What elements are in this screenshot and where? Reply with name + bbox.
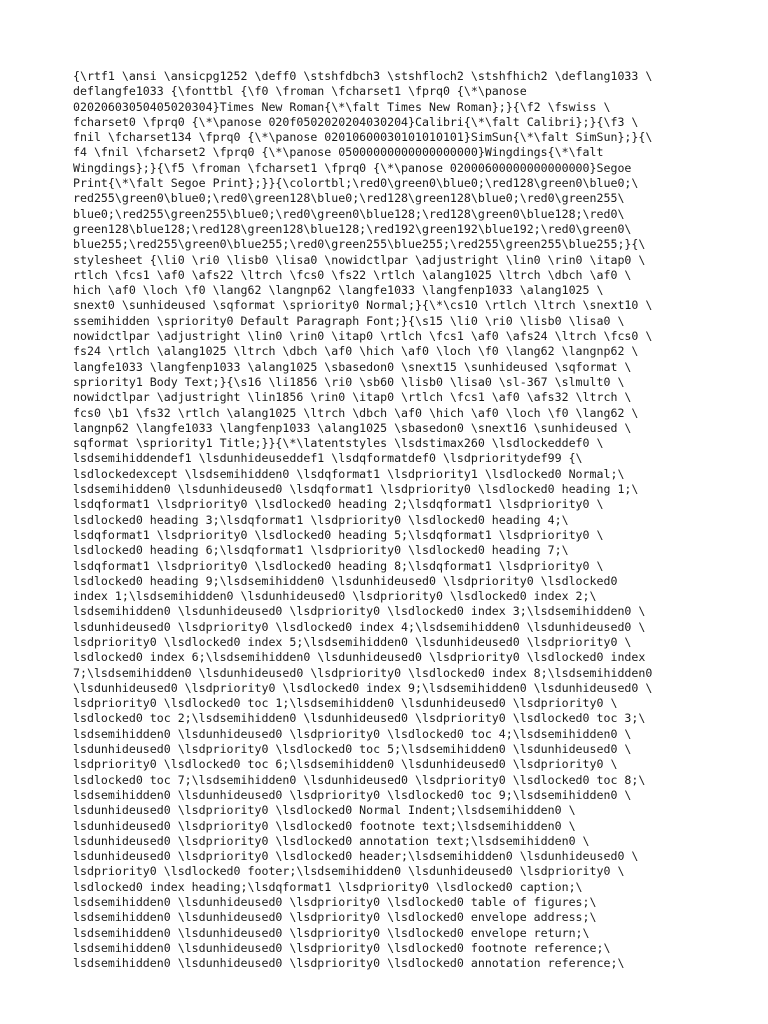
- text-line: lsdunhideused0 \lsdpriority0 \lsdlocked0 index 4;\lsdsemihidden0 \lsdunhideused0 \: [73, 619, 646, 634]
- text-line: lsdunhideused0 \lsdpriority0 \lsdlocked0 Normal Indent;\lsdsemihidden0 \: [73, 803, 576, 818]
- text-line: lsdqformat1 \lsdpriority0 \lsdlocked0 heading 5;\lsdqformat1 \lsdpriority0 \: [73, 527, 604, 542]
- text-line: fnil \fcharset134 \fprq0 {\*\panose 02010600030101010101}SimSun{\*\falt SimSun};}{\: [73, 130, 653, 145]
- text-line: f4 \fnil \fcharset2 \fprq0 {\*\panose 05000000000000000000}Wingdings{\*\falt: [73, 145, 604, 160]
- text-line: lsdlocked0 index 6;\lsdsemihidden0 \lsdunhideused0 \lsdpriority0 \lsdlocked0 index: [73, 650, 646, 665]
- text-line: {\rtf1 \ansi \ansicpg1252 \deff0 \stshfdbch3 \stshfloch2 \stshfhich2 \deflang1033 \: [73, 69, 653, 83]
- text-line: \lsdunhideused0 \lsdpriority0 \lsdlocked0 index 9;\lsdsemihidden0 \lsdunhideused0 \: [73, 680, 653, 695]
- text-line: lsdunhideused0 \lsdpriority0 \lsdlocked0 annotation text;\lsdsemihidden0 \: [73, 833, 590, 848]
- text-line: blue0;\red255\green255\blue0;\red0\green0\blue128;\red128\green0\blue128;\red0\: [73, 206, 625, 221]
- text-line: lsdsemihidden0 \lsdunhideused0 \lsdpriority0 \lsdlocked0 index 3;\lsdsemihidden0 \: [73, 604, 646, 619]
- text-line: lsdlocked0 toc 2;\lsdsemihidden0 \lsdunhideused0 \lsdpriority0 \lsdlocked0 toc 3;\: [73, 711, 646, 726]
- text-line: lsdpriority0 \lsdlocked0 index 5;\lsdsemihidden0 \lsdunhideused0 \lsdpriority0 \: [73, 634, 632, 649]
- text-line: lsdlocked0 heading 6;\lsdqformat1 \lsdpriority0 \lsdlocked0 heading 7;\: [73, 543, 569, 558]
- text-line: lsdsemihidden0 \lsdunhideused0 \lsdqformat1 \lsdpriority0 \lsdlocked0 heading 1;\: [73, 482, 639, 497]
- text-line: lsdlocked0 index heading;\lsdqformat1 \lsdpriority0 \lsdlocked0 caption;\: [73, 879, 583, 894]
- text-line: lsdsemihidden0 \lsdunhideused0 \lsdpriority0 \lsdlocked0 footnote reference;\: [73, 940, 611, 955]
- text-line: Wingdings};}{\f5 \froman \fcharset1 \fprq0 {\*\panose 02000600000000000000}Segoe: [73, 160, 632, 175]
- text-line: lsdsemihiddendef1 \lsdunhideuseddef1 \lsdqformatdef0 \lsdprioritydef99 {\: [73, 451, 583, 466]
- text-line: lsdunhideused0 \lsdpriority0 \lsdlocked0 footnote text;\lsdsemihidden0 \: [73, 818, 576, 833]
- text-line: lsdsemihidden0 \lsdunhideused0 \lsdpriority0 \lsdlocked0 envelope address;\: [73, 910, 597, 925]
- text-line: rtlch \fcs1 \af0 \afs22 \ltrch \fcs0 \fs22 \rtlch \alang1025 \ltrch \dbch \af0 \: [73, 267, 632, 282]
- text-line: 7;\lsdsemihidden0 \lsdunhideused0 \lsdpriority0 \lsdlocked0 index 8;\lsdsemihidden0: [73, 665, 653, 680]
- text-line: lsdqformat1 \lsdpriority0 \lsdlocked0 heading 2;\lsdqformat1 \lsdpriority0 \: [73, 497, 604, 512]
- text-line: lsdpriority0 \lsdlocked0 footer;\lsdsemihidden0 \lsdunhideused0 \lsdpriority0 \: [73, 864, 625, 879]
- text-line: Print{\*\falt Segoe Print};}}{\colortbl;\red0\green0\blue0;\red128\green0\blue0;\: [73, 176, 639, 191]
- text-line: lsdunhideused0 \lsdpriority0 \lsdlocked0 header;\lsdsemihidden0 \lsdunhideused0 \: [73, 849, 639, 864]
- text-line: lsdsemihidden0 \lsdunhideused0 \lsdpriority0 \lsdlocked0 toc 4;\lsdsemihidden0 \: [73, 726, 632, 741]
- text-line: lsdpriority0 \lsdlocked0 toc 1;\lsdsemihidden0 \lsdunhideused0 \lsdpriority0 \: [73, 696, 618, 711]
- text-line: fs24 \rtlch \alang1025 \ltrch \dbch \af0 \hich \af0 \loch \f0 \lang62 \langnp62 \: [73, 344, 639, 359]
- text-line: lsdsemihidden0 \lsdunhideused0 \lsdpriority0 \lsdlocked0 annotation reference;\: [73, 956, 625, 971]
- text-line: lsdqformat1 \lsdpriority0 \lsdlocked0 heading 8;\lsdqformat1 \lsdpriority0 \: [73, 558, 604, 573]
- text-line: hich \af0 \loch \f0 \lang62 \langnp62 \langfe1033 \langfenp1033 \alang1025 \: [73, 283, 604, 298]
- text-line: lsdsemihidden0 \lsdunhideused0 \lsdpriority0 \lsdlocked0 toc 9;\lsdsemihidden0 \: [73, 787, 632, 802]
- text-line: lsdlockedexcept \lsdsemihidden0 \lsdqformat1 \lsdpriority1 \lsdlocked0 Normal;\: [73, 466, 625, 481]
- text-line: langnp62 \langfe1033 \langfenp1033 \alang1025 \sbasedon0 \snext16 \sunhideused \: [73, 420, 632, 435]
- text-line: ssemihidden \spriority0 Default Paragraph Font;}{\s15 \li0 \ri0 \lisb0 \lisa0 \: [73, 313, 625, 328]
- rtf-source-text: [73, 69, 713, 972]
- text-line: langfe1033 \langfenp1033 \alang1025 \sbasedon0 \snext15 \sunhideused \sqformat \: [73, 359, 632, 374]
- text-line: lsdlocked0 heading 3;\lsdqformat1 \lsdpriority0 \lsdlocked0 heading 4;\: [73, 512, 569, 527]
- text-line: lsdunhideused0 \lsdpriority0 \lsdlocked0 toc 5;\lsdsemihidden0 \lsdunhideused0 \: [73, 742, 632, 757]
- text-line: lsdsemihidden0 \lsdunhideused0 \lsdpriority0 \lsdlocked0 envelope return;\: [73, 925, 590, 940]
- text-line: nowidctlpar \adjustright \lin1856 \rin0 \itap0 \rtlch \fcs1 \af0 \afs32 \ltrch \: [73, 390, 632, 405]
- text-line: snext0 \sunhideused \sqformat \spriority0 Normal;}{\*\cs10 \rtlch \ltrch \snext10 \: [73, 298, 653, 313]
- text-line: lsdsemihidden0 \lsdunhideused0 \lsdpriority0 \lsdlocked0 table of figures;\: [73, 895, 597, 910]
- text-line: red255\green0\blue0;\red0\green128\blue0;\red128\green128\blue0;\red0\green255\: [73, 191, 625, 206]
- text-line: index 1;\lsdsemihidden0 \lsdunhideused0 \lsdpriority0 \lsdlocked0 index 2;\: [73, 589, 597, 604]
- text-line: fcharset0 \fprq0 {\*\panose 020f0502020204030204}Calibri{\*\falt Calibri};}{\f3 \: [73, 114, 639, 129]
- text-line: sqformat \spriority1 Title;}}{\*\latentstyles \lsdstimax260 \lsdlockeddef0 \: [73, 436, 604, 451]
- text-line: fcs0 \b1 \fs32 \rtlch \alang1025 \ltrch \dbch \af0 \hich \af0 \loch \f0 \lang62 \: [73, 405, 639, 420]
- text-line: lsdlocked0 heading 9;\lsdsemihidden0 \lsdunhideused0 \lsdpriority0 \lsdlocked0: [73, 573, 618, 588]
- text-line: blue255;\red255\green0\blue255;\red0\green255\blue255;\red255\green255\blue255;}{\: [73, 237, 646, 252]
- text-line: nowidctlpar \adjustright \lin0 \rin0 \itap0 \rtlch \fcs1 \af0 \afs24 \ltrch \fcs0 \: [73, 329, 653, 344]
- text-line: spriority1 Body Text;}{\s16 \li1856 \ri0 \sb60 \lisb0 \lisa0 \sl-367 \slmult0 \: [73, 374, 625, 389]
- text-line: deflangfe1033 {\fonttbl {\f0 \froman \fcharset1 \fprq0 {\*\panose: [73, 84, 527, 99]
- text-line: 02020603050405020304}Times New Roman{\*\falt Times New Roman};}{\f2 \fswiss \: [73, 99, 611, 114]
- text-line: lsdpriority0 \lsdlocked0 toc 6;\lsdsemihidden0 \lsdunhideused0 \lsdpriority0 \: [73, 757, 618, 772]
- text-line: lsdlocked0 toc 7;\lsdsemihidden0 \lsdunhideused0 \lsdpriority0 \lsdlocked0 toc 8;\: [73, 772, 646, 787]
- text-line: stylesheet {\li0 \ri0 \lisb0 \lisa0 \nowidctlpar \adjustright \lin0 \rin0 \itap0 \: [73, 252, 646, 267]
- text-line: green128\blue128;\red128\green128\blue128;\red192\green192\blue192;\red0\green0\: [73, 221, 632, 236]
